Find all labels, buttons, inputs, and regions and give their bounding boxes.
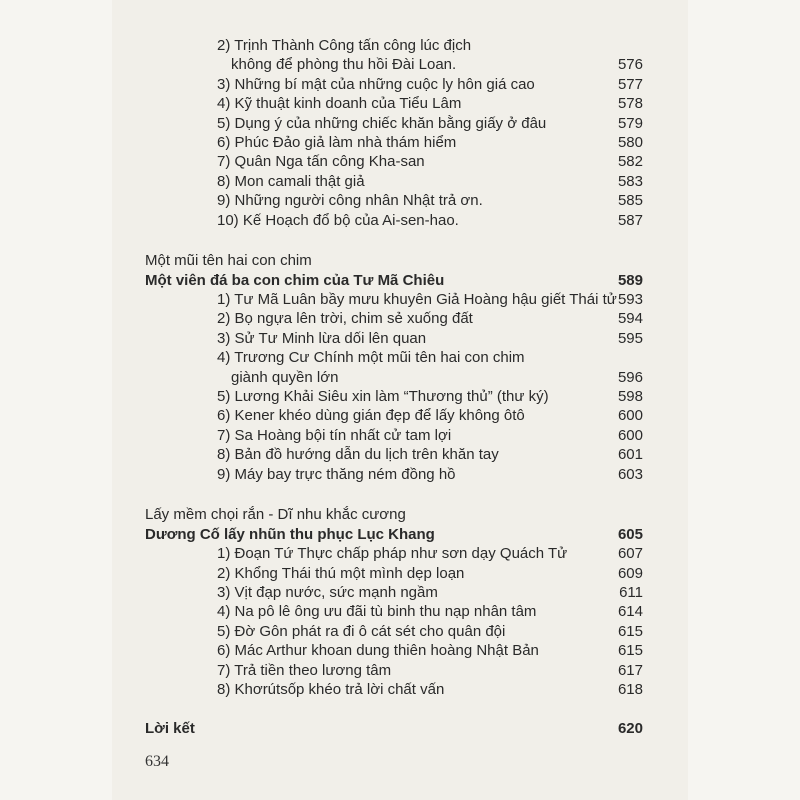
toc-entry bbox=[145, 387, 650, 406]
toc-entry-title: 5) Dụng ý của những chiếc khăn bằng giấy ở đâu bbox=[217, 114, 547, 132]
toc-entry-page: 577 bbox=[617, 75, 643, 93]
toc-entry-page: 603 bbox=[617, 465, 643, 483]
toc-entry-title: 4) Kỹ thuật kinh doanh của Tiểu Lâm bbox=[217, 95, 462, 113]
toc-entry-title: 9) Máy bay trực thăng ném đồng hồ bbox=[217, 465, 456, 483]
toc-entry-title: 6) Mác Arthur khoan dung thiên hoàng Nhật Bản bbox=[217, 642, 539, 660]
toc-entry bbox=[145, 191, 650, 210]
toc-entry bbox=[145, 406, 650, 425]
toc-entry-page: 614 bbox=[617, 603, 643, 621]
toc-entry-title: 7) Sa Hoàng bội tín nhất cử tam lợi bbox=[217, 426, 452, 444]
toc-entry-title: 2) Bọ ngựa lên trời, chim sẻ xuống đất bbox=[217, 310, 473, 328]
toc-entry-page: 595 bbox=[617, 329, 643, 347]
table-of-contents bbox=[145, 36, 650, 739]
toc-entry bbox=[145, 445, 650, 464]
section-heading-line2: Dương Cố lấy nhũn thu phục Lục Khang bbox=[145, 525, 435, 543]
toc-entry bbox=[145, 465, 650, 484]
toc-entry-page: 593 bbox=[617, 291, 643, 309]
toc-entry bbox=[145, 94, 650, 113]
toc-entry-title: 9) Những người công nhân Nhật trả ơn. bbox=[217, 192, 483, 210]
toc-entry-page: 617 bbox=[617, 661, 643, 679]
toc-entry-page: 611 bbox=[619, 583, 643, 601]
closing-page: 620 bbox=[617, 720, 643, 738]
toc-entry-page: 583 bbox=[617, 172, 643, 190]
toc-entry-page: 576 bbox=[617, 56, 643, 74]
toc-entry-page: 580 bbox=[617, 133, 643, 151]
toc-entry-title: 4) Trương Cư Chính một mũi tên hai con chim bbox=[217, 349, 525, 367]
toc-entry-title: 8) Bản đồ hướng dẫn du lịch trên khăn tay bbox=[217, 446, 499, 464]
toc-entry bbox=[145, 211, 650, 230]
toc-entry bbox=[145, 152, 650, 171]
toc-entry bbox=[145, 602, 650, 621]
toc-entry bbox=[145, 426, 650, 445]
toc-entry-continuation bbox=[145, 368, 650, 387]
section-heading-main bbox=[145, 271, 650, 291]
section-heading-line1: Một mũi tên hai con chim bbox=[145, 251, 312, 269]
toc-entry-title: 4) Na pô lê ông ưu đãi tù binh thu nạp nhân tâm bbox=[217, 603, 537, 621]
toc-entry-title: 10) Kế Hoạch đổ bộ của Ai-sen-hao. bbox=[217, 211, 459, 229]
toc-entry bbox=[145, 329, 650, 348]
toc-entry-title: 7) Quân Nga tấn công Kha-san bbox=[217, 153, 425, 171]
section-gap bbox=[145, 699, 650, 719]
toc-entry bbox=[145, 75, 650, 94]
toc-entry-title: 1) Đoạn Tứ Thực chấp pháp như sơn dạy Quách Tử bbox=[217, 545, 568, 563]
toc-entry-page: 596 bbox=[617, 368, 643, 386]
section-heading-page: 589 bbox=[617, 271, 643, 289]
toc-entry-title: 6) Kener khéo dùng gián đẹp để lấy không ôtô bbox=[217, 407, 525, 425]
toc-entry bbox=[145, 133, 650, 152]
toc-entry-title: 3) Vịt đạp nước, sức mạnh ngầm bbox=[217, 583, 438, 601]
closing-entry bbox=[145, 719, 650, 739]
section-gap bbox=[145, 230, 650, 251]
toc-entry-title: 2) Khổng Thái thú một mình dẹp loạn bbox=[217, 564, 465, 582]
toc-entry-title: 5) Lương Khải Siêu xin làm “Thương thủ” (thư ký) bbox=[217, 388, 549, 406]
toc-entry-title: 5) Đờ Gôn phát ra đi ô cát sét cho quân đội bbox=[217, 622, 506, 640]
toc-entry-page: 601 bbox=[617, 446, 643, 464]
toc-entry-title: 1) Tư Mã Luân bầy mưu khuyên Giả Hoàng hậu giết Thái tử bbox=[217, 291, 617, 309]
section-heading-main bbox=[145, 525, 650, 545]
toc-entry-page: 587 bbox=[617, 211, 643, 229]
toc-entry bbox=[145, 172, 650, 191]
toc-entry-page: 615 bbox=[617, 622, 643, 640]
toc-entry-page: 598 bbox=[617, 388, 643, 406]
toc-entry bbox=[145, 622, 650, 641]
toc-entry bbox=[145, 114, 650, 133]
toc-entry bbox=[145, 544, 650, 563]
toc-entry-page: 609 bbox=[617, 564, 643, 582]
toc-entry-title-cont: giành quyền lớn bbox=[231, 368, 339, 386]
section-heading bbox=[145, 505, 650, 525]
toc-entry-page: 582 bbox=[617, 153, 643, 171]
toc-entry-continuation bbox=[145, 55, 650, 74]
toc-entry bbox=[145, 309, 650, 328]
section-heading-line1: Lấy mềm chọi rắn - Dĩ nhu khắc cương bbox=[145, 506, 406, 523]
toc-entry bbox=[145, 36, 650, 55]
toc-entry-page: 578 bbox=[617, 95, 643, 113]
toc-entry-page: 600 bbox=[617, 426, 643, 444]
section-heading-line2: Một viên đá ba con chim của Tư Mã Chiêu bbox=[145, 271, 445, 289]
toc-entry-page: 615 bbox=[617, 642, 643, 660]
toc-entry-page: 607 bbox=[617, 545, 643, 563]
section-gap bbox=[145, 484, 650, 505]
toc-entry bbox=[145, 348, 650, 367]
toc-entry bbox=[145, 564, 650, 583]
toc-entry bbox=[145, 290, 650, 309]
toc-entry-page: 585 bbox=[617, 192, 643, 210]
toc-entry-title: 8) Khơrútsốp khéo trả lời chất vấn bbox=[217, 680, 445, 698]
toc-entry bbox=[145, 583, 650, 602]
closing-title: Lời kết bbox=[145, 720, 195, 738]
page-number: 634 bbox=[145, 753, 169, 770]
toc-entry bbox=[145, 680, 650, 699]
toc-entry-page: 600 bbox=[617, 407, 643, 425]
toc-entry-title: 3) Những bí mật của những cuộc ly hôn giá cao bbox=[217, 75, 535, 93]
toc-entry-title: 6) Phúc Đảo giả làm nhà thám hiểm bbox=[217, 133, 457, 151]
toc-entry-title: 3) Sử Tư Minh lừa dối lên quan bbox=[217, 329, 427, 347]
toc-entry-title-cont: không để phòng thu hồi Đài Loan. bbox=[231, 56, 457, 74]
section-heading-page: 605 bbox=[617, 525, 643, 543]
toc-entry bbox=[145, 661, 650, 680]
toc-entry bbox=[145, 641, 650, 660]
toc-entry-page: 618 bbox=[617, 680, 643, 698]
section-heading bbox=[145, 251, 650, 271]
toc-entry-page: 579 bbox=[617, 114, 643, 132]
toc-entry-title: 2) Trịnh Thành Công tấn công lúc địch bbox=[217, 37, 472, 54]
toc-entry-title: 8) Mon camali thật giả bbox=[217, 172, 365, 190]
toc-entry-title: 7) Trả tiền theo lương tâm bbox=[217, 661, 392, 679]
toc-entry-page: 594 bbox=[617, 310, 643, 328]
